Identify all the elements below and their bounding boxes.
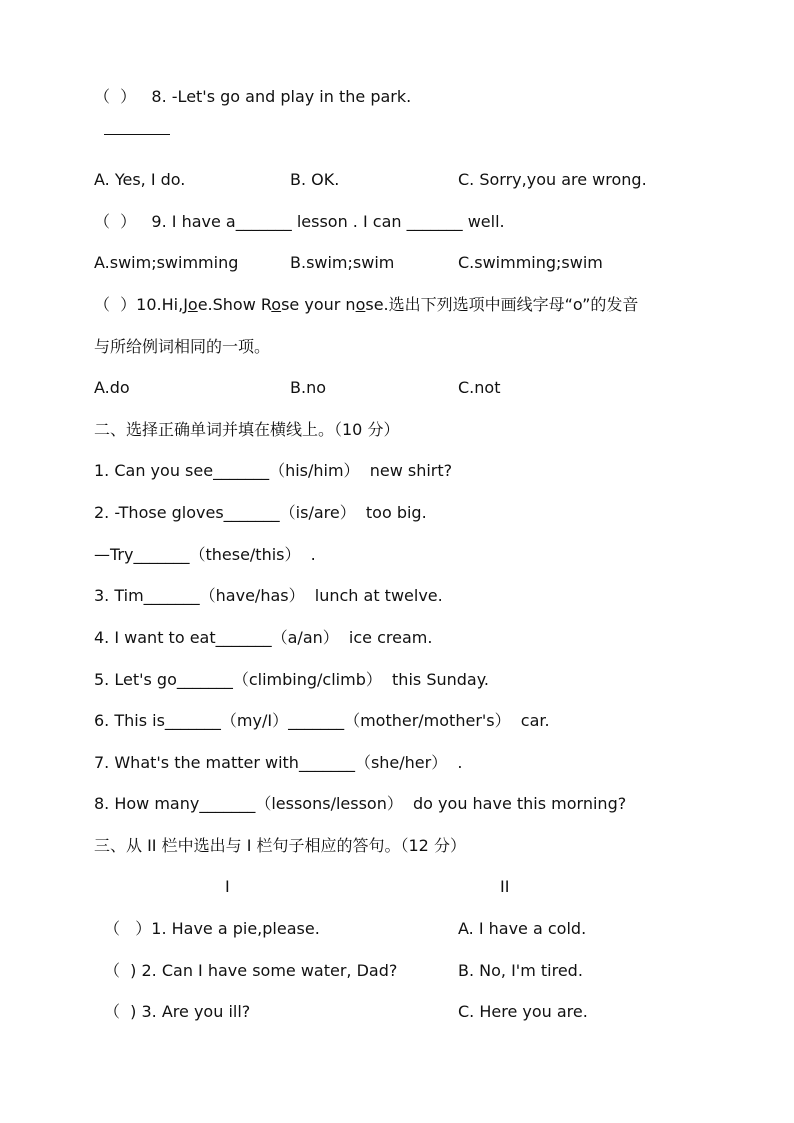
- question-10-stem: [94, 294, 638, 316]
- match-right-item: B. No, I'm tired.: [458, 961, 583, 980]
- match-right-item: A. I have a cold.: [458, 919, 587, 938]
- fill-item: 8. How many_______（lessons/lesson） do you have this morning?: [94, 794, 627, 813]
- fill-item: 1. Can you see_______（his/him） new shirt?: [94, 461, 453, 480]
- fill-item: 5. Let's go_______（climbing/climb） this Sunday.: [94, 670, 489, 689]
- question-10-line2: 与所给例词相同的一项。: [94, 337, 271, 356]
- fill-item: —Try_______（these/this） .: [94, 545, 316, 564]
- match-left-item: （ ) 2. Can I have some water, Dad?: [104, 961, 398, 980]
- fill-item: 4. I want to eat_______（a/an） ice cream.: [94, 628, 433, 647]
- q10-option-a: A.do: [94, 378, 130, 397]
- q8-option-a: A. Yes, I do.: [94, 170, 186, 189]
- question-8-stem: （ ） 8. -Let's go and play in the park.: [94, 87, 412, 106]
- section-3-heading: 三、从 II 栏中选出与 I 栏句子相应的答句。（12 分）: [94, 836, 466, 855]
- q8-option-b: B. OK.: [290, 170, 340, 189]
- underlined-letter: o: [355, 295, 366, 314]
- q9-option-a: A.swim;swimming: [94, 253, 239, 272]
- underlined-letter: o: [271, 295, 282, 314]
- question-9-stem: （ ） 9. I have a_______ lesson . I can _______ well.: [94, 212, 505, 231]
- q10-text: J: [183, 295, 188, 314]
- q8-option-c: C. Sorry,you are wrong.: [458, 170, 647, 189]
- match-left-item: （ ) 3. Are you ill?: [104, 1002, 251, 1021]
- q9-option-b: B.swim;swim: [290, 253, 395, 272]
- q10-instruction: se.选出下列选项中画线字母“o”的发音: [365, 295, 639, 314]
- column-ii-header: II: [500, 877, 510, 896]
- fill-item: 7. What's the matter with_______（she/her） .: [94, 753, 463, 772]
- fill-item: 3. Tim_______（have/has） lunch at twelve.: [94, 586, 443, 605]
- column-i-header: I: [225, 877, 230, 896]
- match-left-item: （ ）1. Have a pie,please.: [104, 919, 320, 938]
- fill-item: 6. This is_______（my/I）_______（mother/mother's） car.: [94, 711, 550, 730]
- underlined-letter: o: [187, 295, 198, 314]
- q10-text: e.Show R: [197, 295, 272, 314]
- answer-blank: [104, 134, 170, 135]
- q10-option-c: C.not: [458, 378, 501, 397]
- q10-option-b: B.no: [290, 378, 326, 397]
- q10-text: se your n: [281, 295, 356, 314]
- section-2-heading: 二、选择正确单词并填在横线上。（10 分）: [94, 420, 400, 439]
- q10-prefix: （ ）10.Hi,: [94, 295, 184, 314]
- fill-item: 2. -Those gloves_______（is/are） too big.: [94, 503, 427, 522]
- q9-option-c: C.swimming;swim: [458, 253, 603, 272]
- match-right-item: C. Here you are.: [458, 1002, 588, 1021]
